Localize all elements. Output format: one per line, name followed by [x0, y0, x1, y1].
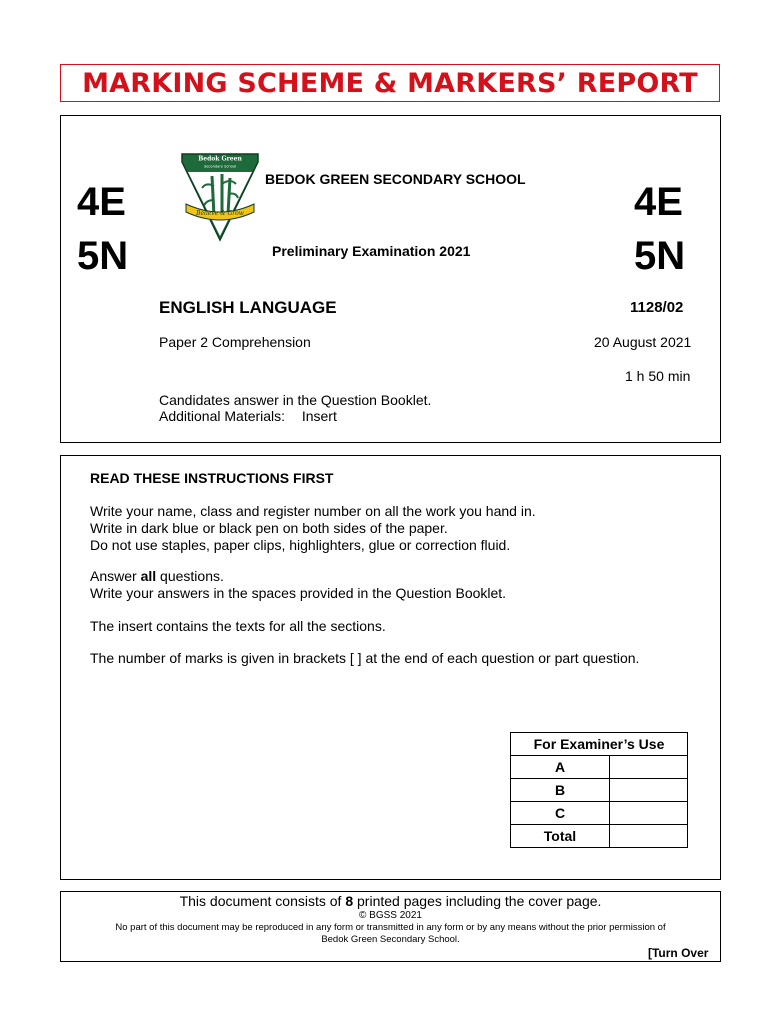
- additional-materials: [159, 408, 337, 424]
- instructions-block-2: [90, 568, 506, 602]
- materials-value: Insert: [301, 408, 337, 424]
- answer-all-line: [90, 568, 506, 585]
- examiner-table-header: For Examiner’s Use: [511, 733, 688, 756]
- paper-title: Paper 2 Comprehension: [159, 334, 311, 350]
- title-banner: [60, 64, 720, 102]
- document-title: MARKING SCHEME & MARKERS’ REPORT: [82, 67, 698, 99]
- table-row: [511, 802, 688, 825]
- materials-label: Additional Materials:: [159, 408, 286, 424]
- subject-code: 1128/02: [630, 299, 684, 316]
- instruction-line: Write in dark blue or black pen on both sides of the paper.: [90, 520, 448, 536]
- candidates-note: Candidates answer in the Question Booklet.: [159, 392, 432, 408]
- section-label: B: [511, 779, 610, 802]
- instruction-line: Do not use staples, paper clips, highlighters, glue or correction fluid.: [90, 537, 511, 553]
- table-row: [511, 825, 688, 848]
- exam-duration: 1 h 50 min: [625, 368, 691, 384]
- instruction-line: Write your name, class and register number on all the work you hand in.: [90, 503, 536, 519]
- exam-date: 20 August 2021: [594, 334, 692, 350]
- answer-bold: all: [140, 568, 157, 584]
- section-score-cell[interactable]: [610, 756, 688, 779]
- level-left-2: 5N: [77, 234, 129, 278]
- total-label: Total: [511, 825, 610, 848]
- answer-spaces-line: Write your answers in the spaces provided in the Question Booklet.: [90, 585, 507, 601]
- school-crest-logo: [178, 150, 262, 242]
- level-left-1: 4E: [77, 180, 126, 224]
- answer-suffix: questions.: [156, 568, 224, 584]
- insert-line: The insert contains the texts for all the sections.: [90, 618, 386, 634]
- turn-over-label: [Turn Over: [648, 946, 709, 960]
- level-right-2: 5N: [634, 234, 686, 278]
- copyright: © BGSS 2021: [359, 910, 422, 921]
- section-label: C: [511, 802, 610, 825]
- table-row: [511, 779, 688, 802]
- marks-line: The number of marks is given in brackets [ ] at the end of each question or part question.: [90, 650, 640, 666]
- crest-text-sub: Secondary School: [203, 164, 237, 169]
- exam-name: Preliminary Examination 2021: [272, 243, 471, 259]
- answer-prefix: Answer: [90, 568, 141, 584]
- crest-text-top: Bedok Green: [198, 155, 242, 163]
- page-count-number: 8: [345, 893, 354, 909]
- level-right-1: 4E: [634, 180, 683, 224]
- examiner-use-table: [510, 732, 688, 848]
- section-score-cell[interactable]: [610, 779, 688, 802]
- school-name: BEDOK GREEN SECONDARY SCHOOL: [265, 171, 526, 187]
- section-score-cell[interactable]: [610, 802, 688, 825]
- subject-title: ENGLISH LANGUAGE: [159, 298, 337, 317]
- examiner-table-header-row: [511, 733, 688, 756]
- page-count-suffix: printed pages including the cover page.: [353, 893, 602, 909]
- page-count-line: [60, 893, 721, 909]
- total-score-cell[interactable]: [610, 825, 688, 848]
- instructions-heading: READ THESE INSTRUCTIONS FIRST: [90, 470, 334, 486]
- section-label: A: [511, 756, 610, 779]
- table-row: [511, 756, 688, 779]
- reproduction-notice: No part of this document may be reproduced in any form or transmitted in any form or by any means without the prior permission of: [115, 922, 666, 933]
- page-count-prefix: This document consists of: [179, 893, 346, 909]
- instructions-block-1: [90, 503, 536, 554]
- crest-motto: Believe & Grow: [196, 210, 244, 217]
- reproduction-notice-school: Bedok Green Secondary School.: [321, 934, 460, 945]
